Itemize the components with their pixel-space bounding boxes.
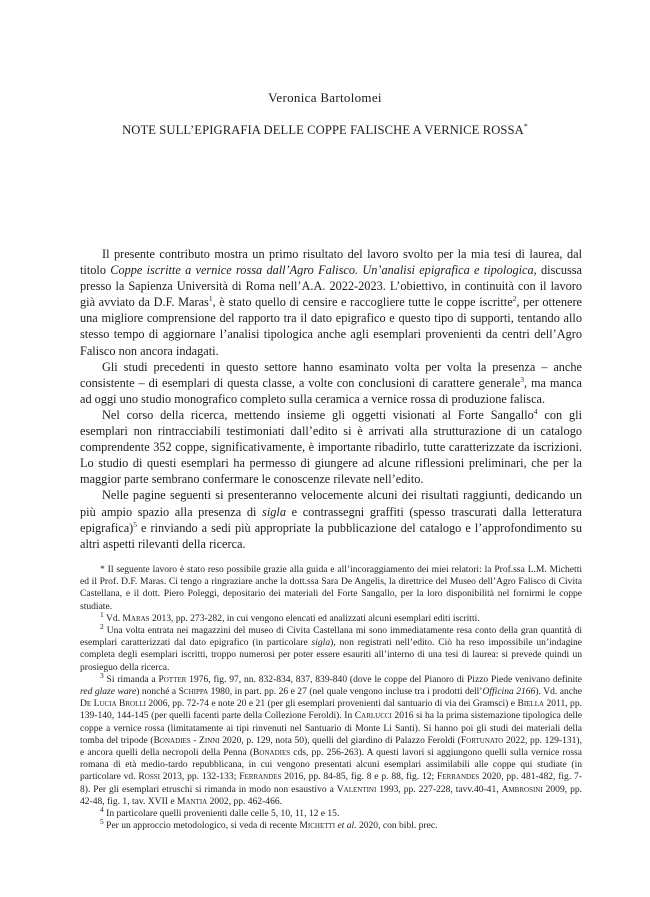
text-run: Nel corso della ricerca, mettendo insieme gli oggetti visionati al Forte Sangallo: [102, 407, 534, 422]
text-run: Coppe iscritte a vernice rossa dall’Agro Falisco. Un’analisi epigrafica e tipologica: [110, 263, 534, 278]
text-run: 1993, pp. 227-228, tavv.40-41,: [376, 783, 502, 795]
text-run: 2009, pp. 42-48, fig. 1, tav. XVII e: [80, 783, 582, 807]
text-run: Schippa: [178, 686, 209, 698]
footnote-5: [80, 817, 582, 832]
text-run: red glaze ware: [80, 686, 137, 698]
text-run: Mantia: [176, 795, 208, 807]
text-run: Una volta entrata nei magazzini del museo di Civita Castellana mi sono immediatamente resa conto della gran quantità di esemplari caratterizzati dal dato epigrafico (in particolare: [80, 625, 582, 649]
footnote-ref: 1: [100, 609, 104, 619]
text-run: Maras: [122, 612, 150, 624]
text-run: In particolare quelli provenienti dalle celle 5, 10, 11, 12 e 15.: [103, 808, 340, 820]
text-run: e rinviando a sedi più appropriate la pubblicazione del catalogo e l’approfondimento su altri aspetti rilevanti della ricerca.: [80, 520, 582, 551]
text-run: Ferrandes: [239, 771, 282, 783]
text-run: e contrassegni graffiti (spesso trascurati dalla letteratura epigrafica): [80, 504, 582, 535]
footnote-ref: 3: [100, 670, 104, 680]
text-run: Bonadies - Zinni: [153, 734, 220, 746]
text-run: 2020, p. 129, nota 50), quelli del giardino di Palazzo Feroldi (: [219, 734, 461, 746]
text-run: 1976, fig. 97, nn. 832-834, 837, 839-840 (dove le coppe del Pianoro di Pizzo Piede venivano definite: [186, 673, 582, 685]
text-run: Carlucci: [354, 710, 392, 722]
text-run: Fortunato: [460, 734, 504, 746]
text-run: Per un approccio metodologico, si veda di recente: [103, 820, 300, 832]
footnote-ref: 1: [208, 294, 213, 304]
text-run: 2013, pp. 273-282, in cui vengono elencati ed analizzati alcuni esemplari editi iscritti.: [149, 612, 480, 624]
text-run: 2013, pp. 132-133;: [159, 771, 240, 783]
footnote-star: [80, 564, 582, 613]
footnote-4: [80, 804, 582, 820]
body-paragraph: [80, 407, 582, 487]
body-paragraph: [80, 246, 582, 359]
author-name: Veronica Bartolomei: [268, 90, 382, 105]
text-run: * Il seguente lavoro è stato reso possibile grazie alla guida e all’incoraggiamento dei miei relatori: la Prof.ssa L.M. Michetti ed il Prof. D.F. Maras. Ci tengo a ringraziare anche la dott.ssa Sara De Angelis, la direttrice del Museo dell’Agro Falisco di Civita Castellana, e il dott. Piero Poleggi, depositario dei materiali del Forte Sangallo, per la loro disponibilità nel fornirmi le coppe studiate.: [80, 564, 582, 612]
article-title-text: NOTE SULL’EPIGRAFIA DELLE COPPE FALISCHE A VERNICE ROSSA: [122, 123, 524, 138]
article-title: [0, 122, 650, 138]
body-paragraph: [80, 359, 582, 407]
text-run: Potter: [158, 673, 187, 685]
text-run: 2016, pp. 84-85, fig. 8 e p. 88, fig. 12;: [281, 771, 437, 783]
text-run: Il presente contributo mostra un primo risultato del lavoro svolto per la mia tesi di laurea, dal titolo: [80, 247, 582, 278]
text-run: Michetti: [299, 820, 336, 832]
text-run: sigla: [262, 504, 286, 519]
footnotes: [80, 564, 582, 832]
text-run: Valentini: [336, 783, 377, 795]
text-run: cds, pp. 256-263). A questi lavori si aggiungono quelli sulla vernice rossa romana di età medio-tardo repubblicana, in cui vengono presentati alcuni esemplari assimilabili alle coppe qui studiate (in particolare vd.: [80, 747, 583, 783]
text-run: Vd.: [103, 612, 123, 624]
footnote-ref: 4: [100, 804, 104, 814]
footnote-ref: 2: [512, 294, 517, 304]
footnote-2: [80, 621, 582, 674]
body-paragraph: [80, 487, 582, 551]
text-run: Officina 2166: [482, 686, 536, 698]
text-run: , ma manca ad oggi uno studio monografico completo sulla ceramica a vernice rossa di produzione falisca.: [80, 375, 582, 406]
footnote-ref: 4: [533, 406, 538, 416]
text-run: 2006, pp. 72-74 e note 20 e 21 (per gli esemplari provenienti dal santuario di via dei Gramsci) e: [145, 698, 518, 710]
footnote-ref: 2: [100, 621, 104, 631]
text-run: 2020, con bibl. prec.: [356, 820, 438, 832]
text-run: , discussa presso la Sapienza Università di Roma nell’A.A. 2022-2023. L’obiettivo, in continuità con il lavoro già avviato da D.F. Maras: [80, 263, 582, 310]
text-run: Gli studi precedenti in questo settore hanno esaminato volta per volta la presenza – anche consistente – di esemplari di questa classe, a volte con conclusioni di carattere generale: [80, 359, 582, 390]
footnote-3: [80, 670, 583, 808]
text-run: 2016 si ha la prima sistemazione tipologica delle coppe a vernice rossa (limitatamente ai tipi rinvenuti nel Santuario di Monte Li Santi). Si hanno poi gli studi dei materiali della tomba del tripode (: [80, 710, 583, 746]
text-run: Ambrosini: [501, 783, 543, 795]
title-note-mark: *: [523, 122, 528, 131]
text-run: sigla: [311, 637, 331, 649]
text-run: Nelle pagine seguenti si presenteranno velocemente alcuni dei risultati raggiunti, dedicando un più ampio spazio alla presenza di: [80, 488, 582, 519]
body-text: [80, 246, 582, 552]
text-run: ), non registrati nell’edito. Ciò ha reso impossibile un’indagine completa degli esemplari iscritti, troppo numerosi per poter essere esauriti all’interno di una tesi di laurea: si prevede quindi un prosieguo della ricerca.: [80, 637, 582, 673]
footnote-ref: 3: [520, 374, 525, 384]
text-run: Si rimanda a: [103, 673, 159, 685]
text-run: Ferrandes: [437, 771, 480, 783]
text-run: et al.: [337, 820, 357, 832]
text-run: , per ottenere una migliore comprensione del rapporto tra il dato epigrafico e questo tipo di supporti, tentando allo stesso tempo di aggiornare l’analisi tipologica anche agli esemplari provenienti da centri dell’Agro Falisco non ancora indagati.: [80, 295, 582, 358]
text-run: 2022, pp. 129-131), e ancora quelli della necropoli della Penna (: [80, 734, 582, 759]
text-run: Rossi: [138, 771, 160, 783]
text-run: 1980, in part. pp. 26 e 27 (nel quale vengono incluse tra i prodotti dell’: [208, 686, 483, 698]
text-run: 2020, pp. 481-482, fig. 7-8). Per gli esemplari etruschi si rimanda in modo non esaustivo a: [80, 771, 582, 795]
text-run: 2011, pp. 139-140, 144-145 (per quelli facenti parte della Collezione Feroldi). In: [80, 698, 582, 722]
text-run: , è stato quello di censire e raccogliere tutte le coppe iscritte: [212, 295, 513, 310]
text-run: Biella: [517, 698, 545, 710]
text-run: ) nonché a: [136, 686, 179, 698]
text-run: De Lucia Brolli: [80, 698, 146, 710]
footnote-ref: 5: [100, 817, 104, 827]
text-run: con gli esemplari non rintracciabili testimoniati dall’edito si è arrivati alla strutturazione di un catalogo comprendente 352 coppe, significativamente, è importante ribadirlo, tutte caratterizzate da iscrizioni. Lo studio di questi esemplari ha permesso di giungere ad alcune riflessioni preliminari, che per la maggior parte sembrano confermare le conoscenze rilevate nell’edito.: [80, 407, 582, 487]
footnote-1: [80, 609, 582, 625]
footnote-ref: 5: [133, 519, 137, 529]
text-run: 2002, pp. 462-466.: [207, 795, 282, 807]
text-run: ). Vd. anche: [535, 686, 582, 698]
text-run: Bonadies: [253, 747, 291, 759]
